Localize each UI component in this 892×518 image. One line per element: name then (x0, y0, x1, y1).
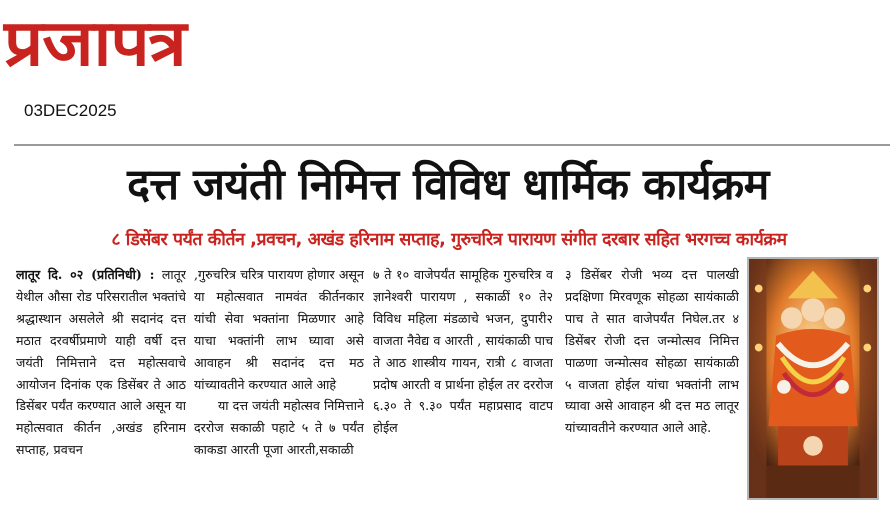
article-column-3 (373, 264, 553, 502)
column-3-text: ७ ते १० वाजेपर्यंत सामूहिक गुरुचरित्र व ज्ञानेश्वरी पारायण , सकाळीं १० ते२ विविध महिला मंडळाचे भजन, दुपारी२ वाजता नैवेद्य व आरती , सायंकाळी पाच ते आठ शास्त्रीय गायन, रात्री ८ वाजता प्रदोष आरती व प्रार्थना होईल तर दररोज ६.३० ते ९.३० पर्यंत महाप्रसाद वाटप होईल (373, 267, 553, 436)
masthead-logo (4, 2, 304, 94)
article-column-2 (194, 264, 364, 502)
datta-idol-photo (747, 257, 879, 500)
publication-date: 03DEC2025 (24, 101, 117, 120)
column-4-text: ३ डिसेंबर रोजी भव्य दत्त पालखी प्रदक्षिणा मिरवणूक सोहळा सायंकाळी पाच ते सात वाजेपर्यंत निघेल.तर ४ डिसेंबर रोजी दत्त जन्मोत्सव निमित्त पाळणा जन्मोत्सव सोहळा सायंकाळी ५ वाजता होईल यांचा भक्तांनी लाभ घ्यावा असे आवाहन श्री दत्त मठ लातूर यांच्यावतीने करण्यात आले आहे. (565, 267, 739, 436)
header-divider (14, 144, 890, 146)
masthead-title: प्रजापत्र (4, 7, 186, 81)
column-2-paragraph-1: ,गुरुचरित्र चरित्र पारायण होणार असून या महोत्सवात नामवंत कीर्तनकार यांची सेवा भक्तांना मिळणार आहे याचा भक्तांनी लाभ घ्यावा असे आवाहन श्री सदानंद दत्त मठ यांच्यावतीने करण्यात आले आहे (194, 267, 364, 392)
article-dateline: लातूर दि. ०२ (प्रतिनिधी) : (16, 267, 155, 282)
article-column-4 (565, 264, 739, 502)
article-column-1 (16, 264, 186, 502)
column-2-paragraph-2: या दत्त जयंती महोत्सव निमित्ताने दररोज सकाळी पहाटे ५ ते ७ पर्यंत काकडा आरती पूजा आरती,सकाळी (194, 398, 364, 458)
column-1-text: लातूर येथील औसा रोड परिसरातील भक्तांचे श्रद्धास्थान असलेले श्री सदानंद दत्त मठात दरवर्षीप्रमाणे याही वर्षी दत्त जयंती निमित्ताने दत्त महोत्सवाचे आयोजन दिनांक एक डिसेंबर ते आठ डिसेंबर पर्यंत करण्यात आले असून या महोत्सवात कीर्तन ,अखंड हरिनाम सप्ताह, प्रवचन (16, 267, 186, 458)
article-headline: दत्त जयंती निमित्त विविध धार्मिक कार्यक्रम (127, 160, 769, 210)
idol-image (749, 259, 877, 498)
article-subhead: ८ डिसेंबर पर्यंत कीर्तन ,प्रवचन, अखंड हरिनाम सप्ताह, गुरुचरित्र पारायण संगीत दरबार सहित भरगच्च कार्यक्रम (111, 230, 787, 250)
